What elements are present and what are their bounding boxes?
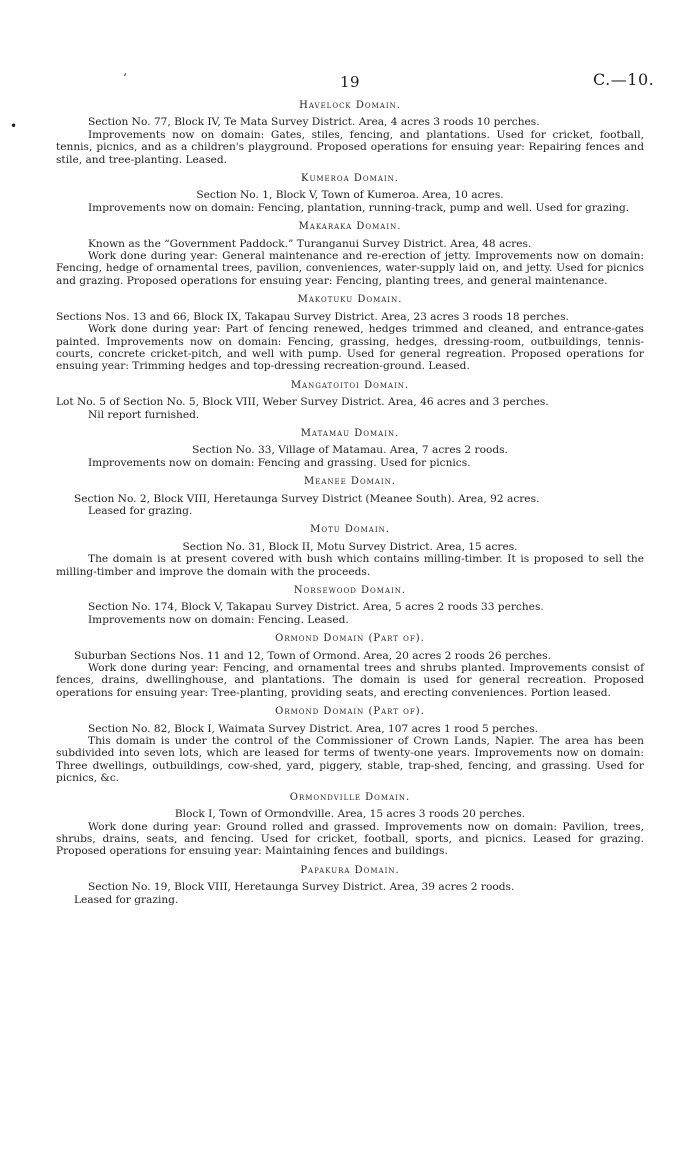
domain-section [56, 865, 644, 906]
domain-heading: Norsewood Domain. [293, 585, 407, 596]
domain-heading: Makotuku Domain. [297, 294, 403, 306]
domain-location: Section No. 33, Village of Matamau. Area, 7 acres 2 roods. [192, 444, 508, 457]
domain-heading: Mangatoitoi Domain. [290, 379, 410, 391]
domain-section [56, 221, 644, 287]
domain-location: Suburban Sections Nos. 11 and 12, Town of Ormond. Area, 20 acres 2 roods 26 perches. [74, 649, 551, 662]
domain-location: Lot No. 5 of Section No. 5, Block VIII, Weber Survey District. Area, 46 acres and 3 perches. [56, 396, 549, 409]
domain-description: Leased for grazing. [74, 893, 179, 906]
domain-heading: Ormondville Domain. [289, 791, 411, 803]
domain-location: Sections Nos. 13 and 66, Block IX, Takapau Survey District. Area, 23 acres 3 roods 18 perches. [56, 310, 569, 323]
domain-location: Section No. 174, Block V, Takapau Survey District. Area, 5 acres 2 roods 33 perches. [88, 601, 544, 614]
domain-description: Improvements now on domain: Fencing and grassing. Used for picnics. [88, 456, 471, 469]
domain-location: Section No. 31, Block II, Motu Survey District. Area, 15 acres. [182, 540, 518, 553]
domain-location: Section No. 19, Block VIII, Heretaunga Survey District. Area, 39 acres 2 roods. [88, 881, 515, 894]
domain-description: Improvements now on domain: Fencing, plantation, running-track, pump and well. Used for grazing. [88, 201, 630, 214]
domain-location: Block I, Town of Ormondville. Area, 15 acres 3 roods 20 perches. [174, 808, 526, 821]
domain-location: Section No. 2, Block VIII, Heretaunga Survey District (Meanee South). Area, 92 acres. [74, 492, 540, 505]
domain-section [56, 524, 644, 578]
domain-section [56, 173, 644, 214]
domain-heading: Havelock Domain. [299, 100, 401, 111]
domain-heading: Kumeroa Domain. [301, 173, 399, 185]
domain-section [56, 706, 644, 784]
document-body [56, 100, 644, 913]
domain-heading: Motu Domain. [310, 524, 390, 536]
domain-description: Leased for grazing. [88, 504, 193, 517]
domain-heading: Matamau Domain. [300, 427, 400, 439]
domain-section [56, 294, 644, 372]
domain-description: Work done during year: General maintenance and re-erection of jetty. Improvements now on domain: Fencing, hedge of ornamental trees, pavilion, conveniences, water-supply laid on, and jetty. Used for picnics and grazing. Proposed operations for ensuing year: Fencing, planting trees, and general maintenance. [56, 250, 644, 287]
page-number: 19 [339, 73, 361, 91]
domain-description: Work done during year: Fencing, and ornamental trees and shrubs planted. Improvements consist of fences, drains, dwellinghouse, and plantations. The domain is used for general recreation. Proposed operations for ensuing year: Tree-planting, providing seats, and erecting conveniences. Portion leased. [56, 662, 644, 699]
stray-mark: ‘ [123, 71, 127, 85]
domain-location: Section No. 82, Block I, Waimata Survey District. Area, 107 acres 1 rood 5 perches. [88, 722, 539, 735]
domain-section [56, 476, 644, 517]
domain-description: Work done during year: Ground rolled and grassed. Improvements now on domain: Pavilion, trees, shrubs, drains, seats, and fencing. Used for cricket, football, sports, and picnics. Leased for grazing. Proposed operations for ensuing year: Maintaining fences and buildings. [56, 820, 644, 858]
domain-description: The domain is at present covered with bush which contains milling-timber. It is proposed to sell the milling-timber and improve the domain with the proceeds. [56, 553, 644, 578]
domain-description: This domain is under the control of the Commissioner of Crown Lands, Napier. The area has been subdivided into seven lots, which are leased for terms of twenty-one years. Improvements now on domain: Three dwellings, outbuildings, cow-shed, yard, piggery, stable, trap-shed, fencing, and grassing. Used for picnics, &c. [56, 735, 644, 785]
domain-section [56, 100, 644, 166]
domain-heading: Ormond Domain (Part of). [275, 706, 425, 718]
domain-description: Work done during year: Part of fencing renewed, hedges trimmed and cleaned, and entrance-gates painted. Improvements now on domain: Fencing, grassing, hedges, dressing-room, outbuildings, tennis-courts, concrete cricket-pitch, and well with pump. Used for general regreation. Proposed operations for ensuing year: Trimming hedges and top-dressing recreation-ground. Leased. [56, 323, 644, 373]
domain-section [56, 792, 644, 858]
domain-location: Section No. 77, Block IV, Te Mata Survey District. Area, 4 acres 3 roods 10 perches. [88, 116, 540, 129]
domain-location: Section No. 1, Block V, Town of Kumeroa. Area, 10 acres. [196, 189, 504, 202]
domain-section [56, 633, 644, 699]
margin-dot: • [10, 119, 18, 133]
domain-section [56, 585, 644, 626]
domain-section [56, 428, 644, 469]
domain-heading: Meanee Domain. [304, 476, 396, 488]
domain-heading: Papakura Domain. [300, 864, 400, 876]
domain-description: Nil report furnished. [88, 408, 200, 421]
domain-location: Known as the “Government Paddock.” Turanganui Survey District. Area, 48 acres. [88, 237, 532, 250]
domain-heading: Makaraka Domain. [298, 221, 402, 233]
domain-description: Improvements now on domain: Fencing. Leased. [88, 613, 349, 626]
domain-section [56, 380, 644, 421]
domain-description: Improvements now on domain: Gates, stiles, fencing, and plantations. Used for cricket, football, tennis, picnics, and as a children's playground. Proposed operations for ensuing year: Repairing fences and stile, and tree-planting. Leased. [56, 128, 644, 166]
document-reference: C.—10. [593, 70, 655, 89]
domain-heading: Ormond Domain (Part of). [275, 633, 425, 645]
